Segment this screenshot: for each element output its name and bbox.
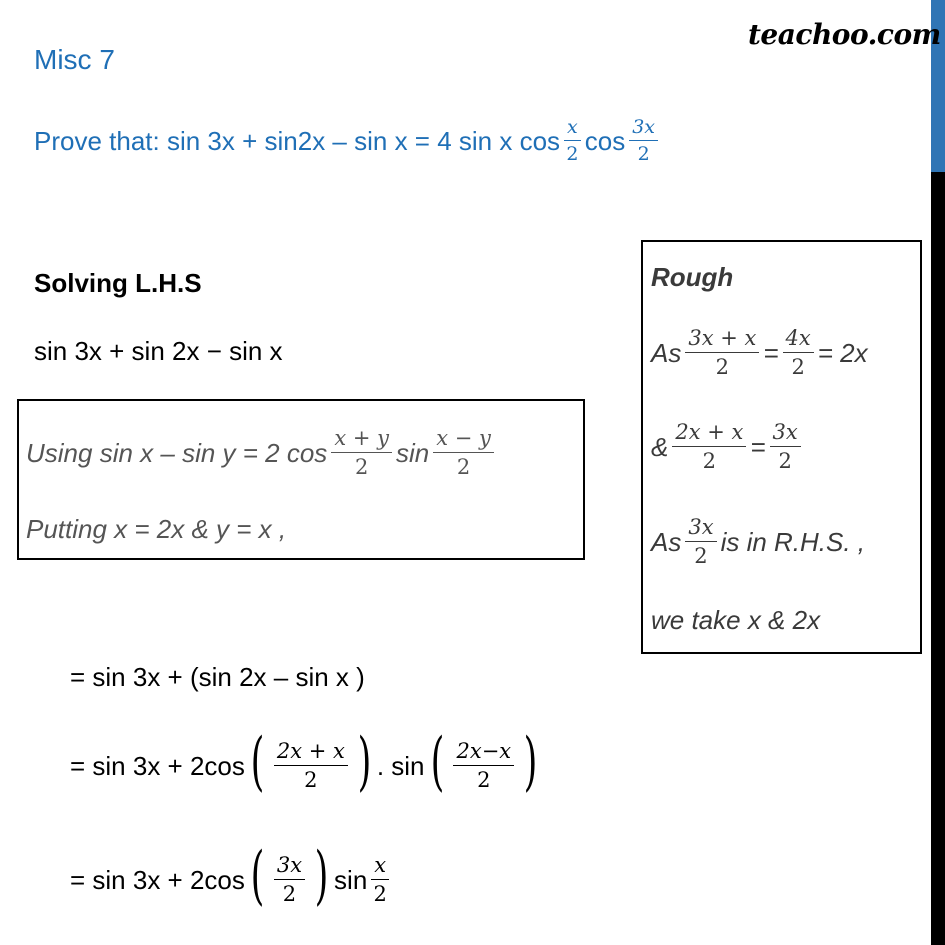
step-mid: sin — [334, 864, 368, 895]
rough-as: As — [651, 337, 682, 368]
numerator: 3x — [685, 517, 716, 542]
numerator: x — [371, 855, 389, 880]
question-statement — [34, 118, 662, 164]
parenthesized-fraction: ( $\frac{3x}{2}$ ) — [250, 839, 329, 913]
rough-note: is in R.H.S. , — [720, 526, 866, 557]
step-prefix: = sin 3x + 2cos — [70, 750, 245, 781]
sin-text: sin — [395, 437, 430, 468]
step-mid: . sin — [376, 750, 425, 781]
numerator: 3x + x — [685, 328, 759, 353]
fraction-3x-plus-x — [685, 328, 759, 378]
fraction-x-over-2 — [564, 118, 581, 164]
numerator: 2x + x — [672, 422, 746, 447]
rough-line-2 — [651, 422, 805, 472]
lhs-expression: sin 3x + sin 2x − sin x — [34, 336, 283, 366]
rough-as: As — [651, 526, 682, 557]
solution-heading: Solving L.H.S — [34, 268, 202, 298]
denominator: 2 — [715, 355, 730, 379]
teachoo-logo: teachoo.com — [748, 18, 941, 51]
rough-title: Rough — [651, 262, 734, 292]
cos-text: cos — [584, 125, 626, 156]
denominator: 2 — [304, 768, 318, 792]
fraction-x-plus-y — [331, 428, 392, 478]
denominator: 2 — [791, 355, 805, 379]
denominator: 2 — [477, 768, 491, 792]
numerator: 4x — [783, 328, 814, 353]
rough-result: = 2x — [817, 337, 868, 368]
denominator: 2 — [354, 455, 369, 479]
equals-sign: = — [763, 337, 779, 368]
denominator: 2 — [637, 143, 650, 165]
step-3 — [70, 839, 393, 913]
identity-line — [26, 428, 498, 478]
ampersand: & — [651, 431, 669, 462]
fraction-x-over-2 — [371, 855, 389, 905]
step-2 — [70, 725, 543, 799]
parenthesized-fraction: ( $\frac{2x + x}{2}$ ) — [250, 725, 372, 799]
fraction-x-minus-y — [433, 428, 494, 478]
fraction-3x — [770, 422, 801, 472]
rough-line-1 — [651, 328, 868, 378]
denominator: 2 — [694, 544, 708, 568]
numerator: x − y — [433, 428, 494, 453]
parenthesized-fraction: ( $\frac{2x-x}{2}$ ) — [430, 725, 538, 799]
rough-line-4: we take x & 2x — [651, 605, 821, 635]
fraction-3x — [274, 855, 305, 905]
fraction-3x-over-2 — [629, 118, 658, 164]
numerator: x — [564, 118, 581, 141]
fraction-2x-minus-x — [453, 741, 514, 791]
fraction-4x — [783, 328, 814, 378]
numerator: 2x−x — [453, 741, 514, 766]
numerator: 3x — [770, 422, 801, 447]
step-1: = sin 3x + (sin 2x – sin x ) — [70, 662, 365, 692]
fraction-2x-plus-x — [274, 741, 348, 791]
denominator: 2 — [282, 882, 297, 906]
numerator: 2x + x — [274, 741, 348, 766]
denominator: 2 — [373, 882, 387, 906]
fraction-3x — [685, 517, 716, 567]
fraction-2x-plus-x — [672, 422, 746, 472]
question-prefix: Prove that: sin 3x + sin2x – sin x = 4 sin x cos — [34, 125, 561, 156]
denominator: 2 — [702, 449, 717, 473]
numerator: 3x — [629, 118, 658, 141]
step-prefix: = sin 3x + 2cos — [70, 864, 245, 895]
denominator: 2 — [456, 455, 471, 479]
substitution-line: Putting x = 2x & y = x , — [26, 514, 287, 544]
question-label: Misc 7 — [34, 44, 115, 75]
denominator: 2 — [566, 143, 579, 165]
denominator: 2 — [778, 449, 792, 473]
rough-line-3 — [651, 517, 865, 567]
equals-sign: = — [750, 431, 766, 462]
numerator: x + y — [331, 428, 392, 453]
identity-prefix: Using sin x – sin y = 2 cos — [26, 437, 328, 468]
numerator: 3x — [274, 855, 305, 880]
